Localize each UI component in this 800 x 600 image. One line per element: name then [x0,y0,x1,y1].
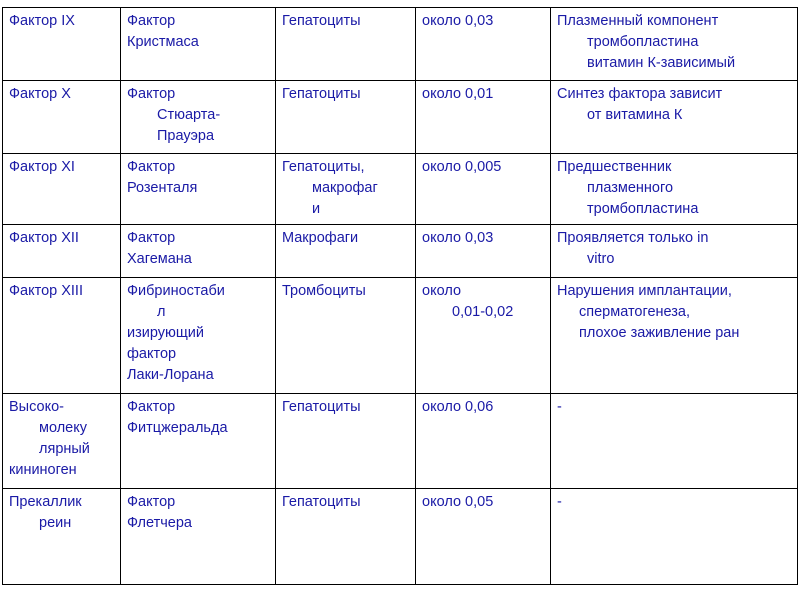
name-cell [121,489,276,585]
factor-cell [3,81,121,154]
factor-label-line: лярный [39,441,90,457]
factor-cell [3,394,121,489]
factor-label-line: реин [39,515,72,531]
name-line: л [157,304,166,320]
name-line: Фактор [127,86,176,102]
table-row [3,154,798,225]
concentration-cell [416,81,551,154]
source-cell [276,81,416,154]
note-line: тромбопластина [587,201,699,217]
name-line: фактор [127,346,177,362]
source-line: Гепатоциты, [282,159,365,175]
source-line: Гепатоциты [282,494,361,510]
name-line: Фактор [127,399,176,415]
factor-cell [3,225,121,278]
name-cell [121,278,276,394]
factor-cell [3,8,121,81]
name-line: Хагемана [127,251,192,267]
source-line: Гепатоциты [282,13,361,29]
factor-label-line: Высоко- [9,399,64,415]
source-cell [276,225,416,278]
concentration-line: 0,01-0,02 [452,304,514,320]
coagulation-factors-table-wrapper [2,7,797,593]
name-cell [121,8,276,81]
factor-label: Фактор IX [9,13,75,29]
concentration-line: около 0,03 [422,230,494,246]
factor-cell [3,154,121,225]
note-line: Предшественник [557,159,672,175]
factor-label-line: молеку [39,420,87,436]
source-line: Гепатоциты [282,86,361,102]
concentration-cell [416,489,551,585]
source-cell [276,489,416,585]
factor-label: Фактор XIII [9,283,83,299]
note-line: vitro [587,251,615,267]
source-cell [276,154,416,225]
source-line: и [312,201,321,217]
concentration-line: около 0,01 [422,86,494,102]
factor-label-line: кининоген [9,462,77,478]
name-line: Фактор [127,230,176,246]
name-line: Фибриностаби [127,283,225,299]
source-line: Гепатоциты [282,399,361,415]
name-line: Кристмаса [127,34,199,50]
name-line: Розенталя [127,180,198,196]
note-line: Нарушения имплантации, [557,283,732,299]
note-line: Синтез фактора зависит [557,86,723,102]
note-line: витамин К-зависимый [587,55,736,71]
concentration-line: около 0,03 [422,13,494,29]
factor-label: Фактор XII [9,230,79,246]
concentration-cell [416,394,551,489]
note-line: - [557,399,562,415]
name-line: Фактор [127,159,176,175]
table-row [3,394,798,489]
note-line: плазменного [587,180,674,196]
note-line: - [557,494,562,510]
note-cell [551,154,798,225]
note-cell [551,489,798,585]
note-line: плохое заживление ран [579,325,740,341]
note-line: сперматогенеза, [579,304,691,320]
name-line: Прауэра [157,128,215,144]
table-row [3,8,798,81]
concentration-line: около 0,06 [422,399,494,415]
source-cell [276,8,416,81]
note-cell [551,225,798,278]
name-cell [121,154,276,225]
table-row [3,81,798,154]
factor-cell [3,278,121,394]
factor-label: Фактор XI [9,159,75,175]
name-line: Флетчера [127,515,192,531]
name-line: Фактор [127,494,176,510]
coagulation-factors-table [2,7,798,585]
concentration-line: около 0,005 [422,159,502,175]
note-line: Плазменный компонент [557,13,719,29]
source-cell [276,278,416,394]
concentration-cell [416,154,551,225]
concentration-cell [416,278,551,394]
concentration-cell [416,8,551,81]
name-cell [121,81,276,154]
note-line: тромбопластина [587,34,699,50]
name-line: Лаки-Лорана [127,367,214,383]
note-cell [551,81,798,154]
concentration-line: около 0,05 [422,494,494,510]
note-line: от витамина К [587,107,683,123]
note-cell [551,278,798,394]
name-cell [121,394,276,489]
source-line: Тромбоциты [282,283,366,299]
name-line: изирующий [127,325,205,341]
name-line: Фитцжеральда [127,420,228,436]
table-row [3,225,798,278]
source-line: макрофаг [312,180,378,196]
table-row [3,489,798,585]
table-row [3,278,798,394]
name-line: Фактор [127,13,176,29]
source-line: Макрофаги [282,230,359,246]
note-line: Проявляется только in [557,230,709,246]
factor-label: Фактор X [9,86,71,102]
note-cell [551,394,798,489]
concentration-cell [416,225,551,278]
name-line: Стюарта- [157,107,221,123]
factor-cell [3,489,121,585]
name-cell [121,225,276,278]
note-cell [551,8,798,81]
source-cell [276,394,416,489]
concentration-line: около [422,283,462,299]
factor-label-line: Прекаллик [9,494,82,510]
